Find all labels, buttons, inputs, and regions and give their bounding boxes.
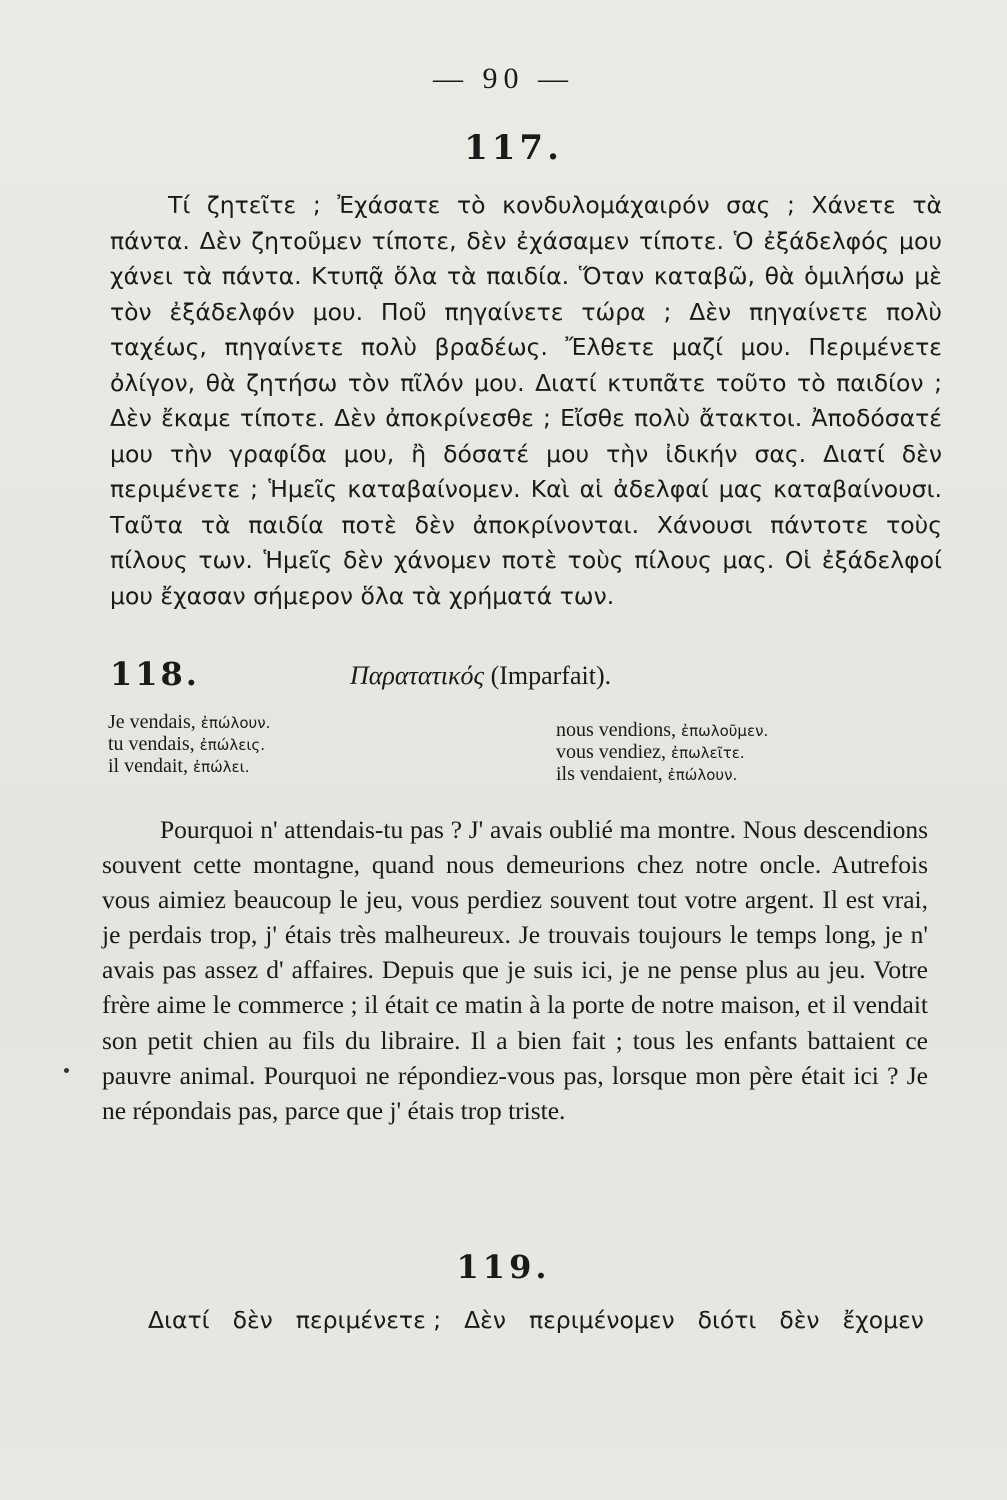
word: δὲν bbox=[779, 1306, 820, 1334]
section-119-first-line bbox=[148, 1306, 924, 1334]
section-118-body: Pourquoi n' attendais-tu pas ? J' avais oublié ma montre. Nous descendions souvent cette montagne, quand nous demeurions chez notre oncle. Autrefois vous aimiez beaucoup le jeu, vous perdiez souvent tout votre argent. Il est vrai, je perdais trop, j' étais très malheureux. Je trouvais toujours le temps long, je n' avais pas assez d' affaires. Depuis que je suis ici, je ne pense plus au jeu. Votre frère aime le commerce ; il était ce matin à la porte de notre maison, et il vendait son petit chien au fils du libraire. Il a bien fait ; tous les enfants battaient ce pauvre animal. Pourquoi ne répondiez-vous pas, lorsque mon père était ici ? Je ne répondais pas, parce que j' étais trop triste. bbox=[102, 815, 928, 1125]
word: περιμένετε ; bbox=[295, 1306, 442, 1334]
word: διότι bbox=[697, 1306, 757, 1334]
conjugation-row: ils vendaient, ἐπώλουν. bbox=[556, 763, 738, 785]
margin-mark bbox=[64, 1068, 69, 1073]
section-119-number: 119. bbox=[456, 1248, 551, 1286]
conjugation-row: Je vendais, ἐπώλουν. bbox=[108, 711, 271, 733]
section-118-heading bbox=[110, 655, 942, 699]
section-118-title-french: (Imparfait). bbox=[490, 661, 612, 690]
conjugation-plural bbox=[556, 720, 768, 786]
conjugation-row: vous vendiez, ἐπωλεῖτε. bbox=[556, 741, 745, 763]
conjugation-row: tu vendais, ἐπώλεις. bbox=[108, 733, 265, 755]
word: δὲν bbox=[232, 1306, 273, 1334]
section-118-title bbox=[350, 661, 611, 691]
conjugation-singular bbox=[108, 712, 270, 778]
section-118-number: 118. bbox=[110, 655, 200, 693]
word: Δὲν bbox=[464, 1306, 507, 1334]
word: Διατί bbox=[148, 1306, 210, 1334]
page-number: — 90 — bbox=[433, 62, 574, 95]
word: περιμένομεν bbox=[528, 1306, 675, 1334]
section-117-number: 117. bbox=[464, 128, 563, 168]
word: ἔχομεν bbox=[842, 1306, 924, 1334]
section-117-body: Τί ζητεῖτε ; Ἐχάσατε τὸ κονδυλομάχαιρόν σας ; Χάνετε τὰ πάντα. Δὲν ζητοῦμεν τίποτε, δὲν ἐχάσαμεν τίποτε. Ὁ ἐξάδελφός μου χάνει τὰ πάντα. Κτυπᾷ ὅλα τὰ παιδία. Ὅταν καταβῶ, θὰ ὁμιλήσω μὲ τὸν ἐξάδελφόν μου. Ποῦ πηγαίνετε τώρα ; Δὲν πηγαίνετε πολὺ ταχέως, πηγαίνετε πολὺ βραδέως. Ἔλθετε μαζί μου. Περιμένετε ὀλίγον, θὰ ζητήσω τὸν πῖλόν μου. Διατί κτυπᾶτε τοῦτο τὸ παιδίον ; Δὲν ἔκαμε τίποτε. Δὲν ἀποκρίνεσθε ; Εἴσθε πολὺ ἄτακτοι. Ἀποδόσατέ μου τὴν γραφίδα μου, ἢ δόσατέ μου τὴν ἰδικήν σας. Διατί δὲν περιμένετε ; Ἡμεῖς καταβαίνομεν. Καὶ αἱ ἀδελφαί μας καταβαίνουσι. Ταῦτα τὰ παιδία ποτὲ δὲν ἀποκρίνονται. Χάνουσι πάντοτε τοὺς πίλους των. Ἡμεῖς δὲν χάνομεν ποτὲ τοὺς πίλους μας. Οἱ ἐξάδελφοί μου ἔχασαν σήμερον ὅλα τὰ χρήματά των. bbox=[110, 191, 942, 610]
section-118-text bbox=[102, 812, 928, 1128]
conjugation-row: nous vendions, ἐπωλοῦμεν. bbox=[556, 719, 769, 741]
section-118-title-greek: Παρατατικός bbox=[350, 661, 485, 690]
section-117-text bbox=[110, 188, 942, 614]
conjugation-row: il vendait, ἐπώλει. bbox=[108, 755, 250, 777]
